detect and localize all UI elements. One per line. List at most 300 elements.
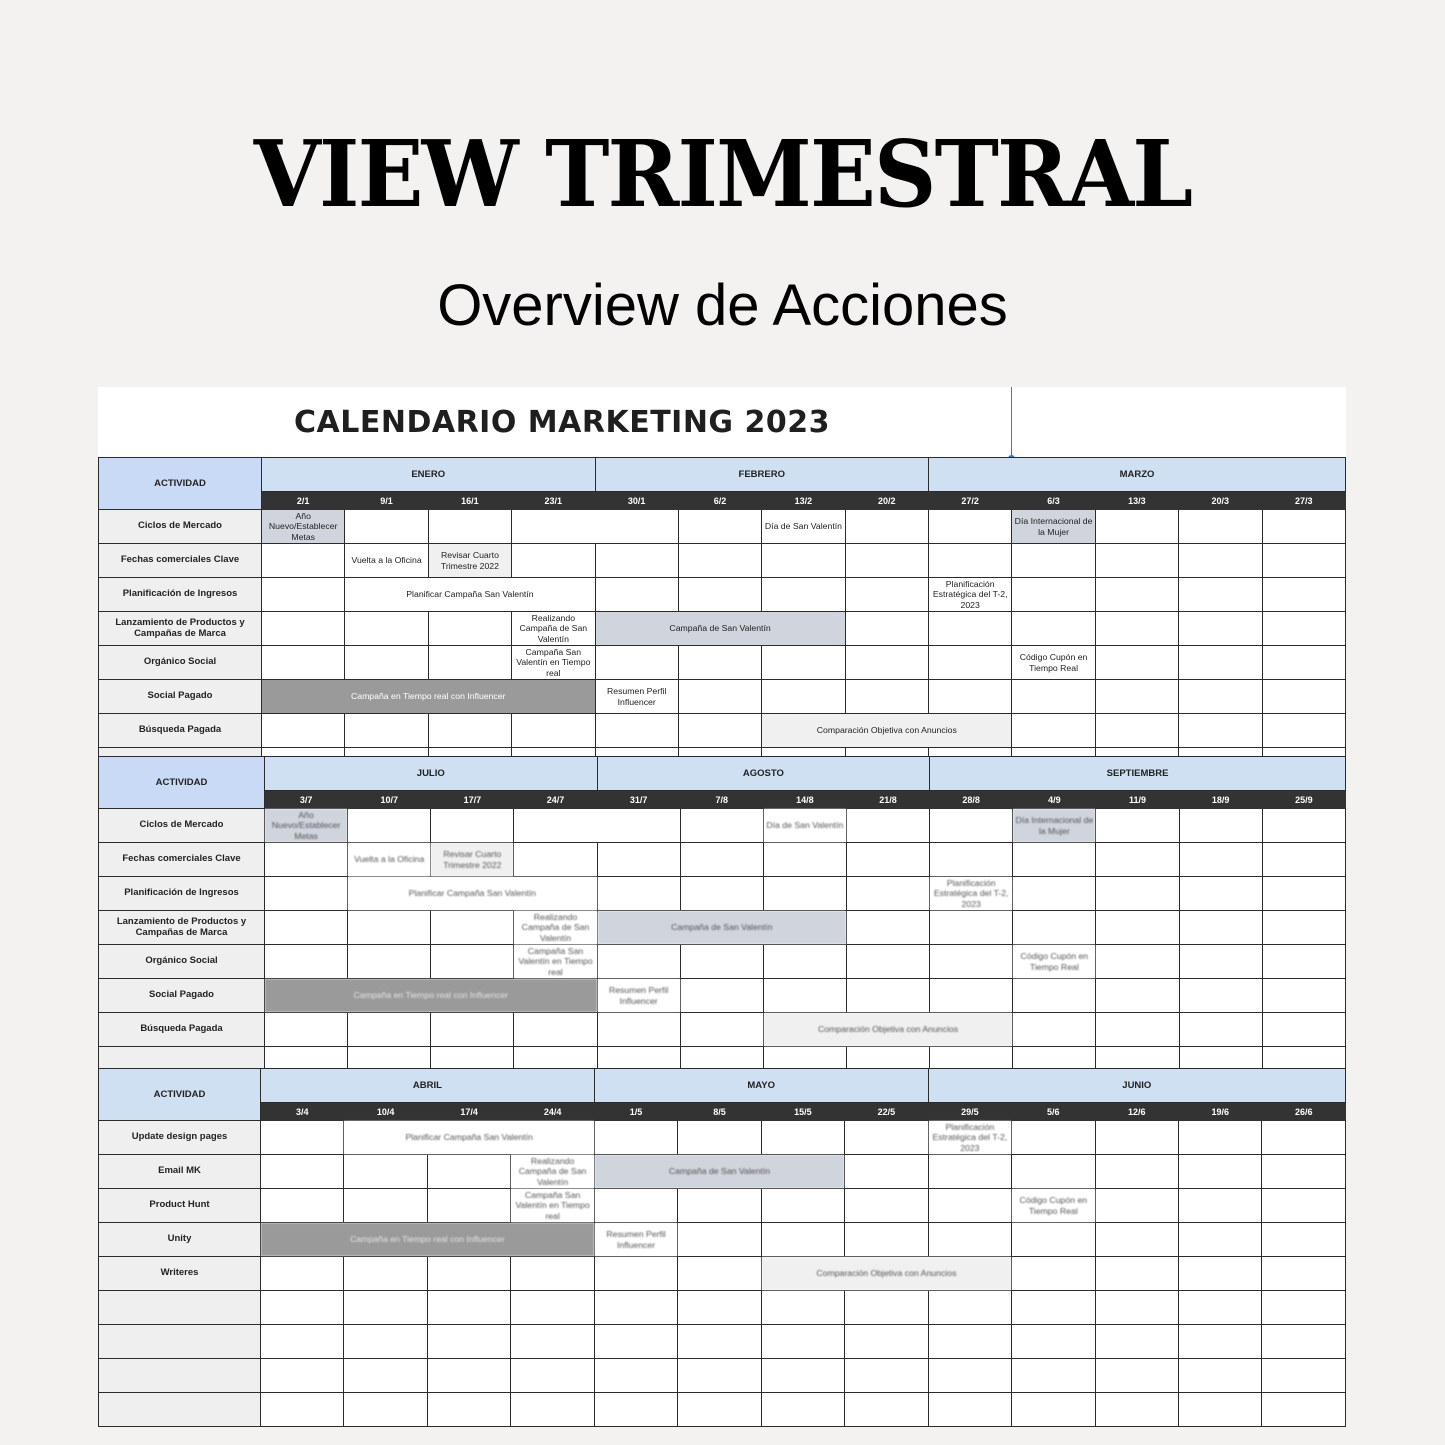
grid-cell[interactable] [594,1257,677,1291]
grid-cell[interactable] [678,1121,761,1155]
grid-cell[interactable] [761,1291,844,1325]
grid-cell[interactable] [595,544,678,578]
grid-cell[interactable] [431,1013,514,1047]
event-cell[interactable]: Revisar Cuarto Trimestre 2022 [431,843,514,877]
grid-cell[interactable] [761,1189,844,1223]
grid-cell[interactable] [1012,612,1095,646]
event-cell[interactable]: Día Internacional de la Mujer [1012,510,1095,544]
grid-cell[interactable] [511,1325,594,1359]
grid-cell[interactable] [344,1291,427,1325]
grid-cell[interactable] [427,1155,510,1189]
event-cell[interactable]: Campaña de San Valentín [594,1155,844,1189]
grid-cell[interactable] [763,877,846,911]
grid-cell[interactable] [1179,646,1262,680]
row-label[interactable] [99,1325,261,1359]
grid-cell[interactable] [761,1121,844,1155]
grid-cell[interactable] [1262,1359,1346,1393]
grid-cell[interactable] [1013,843,1096,877]
grid-cell[interactable] [431,809,514,843]
grid-cell[interactable] [1095,544,1178,578]
grid-cell[interactable] [1095,1359,1178,1393]
row-label[interactable]: Unity [99,1223,261,1257]
grid-cell[interactable] [1262,1155,1346,1189]
grid-cell[interactable] [427,1291,510,1325]
grid-cell[interactable] [427,1325,510,1359]
grid-cell[interactable] [845,680,928,714]
grid-cell[interactable] [1262,843,1345,877]
grid-cell[interactable] [511,1257,594,1291]
grid-cell[interactable] [262,646,345,680]
grid-cell[interactable] [763,979,846,1013]
grid-cell[interactable] [1095,1155,1178,1189]
grid-cell[interactable] [1095,1325,1178,1359]
grid-cell[interactable] [1262,1325,1346,1359]
grid-cell[interactable] [1262,1393,1346,1427]
grid-cell[interactable] [1178,1257,1261,1291]
grid-cell[interactable] [928,1189,1011,1223]
grid-cell[interactable] [1095,1121,1178,1155]
week-header: 20/3 [1179,492,1262,510]
grid-cell[interactable] [1013,1013,1096,1047]
grid-cell[interactable] [595,578,678,612]
grid-cell[interactable] [1179,809,1262,843]
grid-cell[interactable] [680,843,763,877]
grid-cell[interactable] [265,877,348,911]
grid-cell[interactable] [678,510,761,544]
grid-cell[interactable] [1179,714,1262,748]
grid-cell[interactable] [261,1393,344,1427]
grid-cell[interactable] [845,578,928,612]
activity-header: ACTIVIDAD [99,1069,261,1121]
grid-cell[interactable] [845,1291,928,1325]
grid-cell[interactable] [265,945,348,979]
grid-cell[interactable] [597,877,680,911]
month-header: AGOSTO [597,757,930,791]
grid-cell[interactable] [1262,809,1345,843]
grid-cell[interactable] [1262,714,1346,748]
month-header: SEPTIEMBRE [930,757,1346,791]
grid-cell[interactable] [1095,680,1178,714]
grid-cell[interactable] [511,1359,594,1393]
grid-cell[interactable] [678,578,761,612]
grid-cell[interactable] [1012,1257,1095,1291]
grid-cell[interactable] [928,1223,1011,1257]
grid-cell[interactable] [846,911,929,945]
grid-cell[interactable] [344,1325,427,1359]
grid-cell[interactable] [1095,510,1178,544]
grid-cell[interactable] [1178,1393,1261,1427]
grid-cell[interactable] [1095,1257,1178,1291]
grid-cell[interactable] [678,1223,761,1257]
grid-cell[interactable] [512,510,679,544]
grid-cell[interactable] [1095,1189,1178,1223]
grid-cell[interactable] [680,877,763,911]
event-cell[interactable]: Código Cupón en Tiempo Real [1012,1189,1095,1223]
grid-cell[interactable] [1178,1291,1261,1325]
grid-cell[interactable] [344,1393,427,1427]
grid-cell[interactable] [511,1393,594,1427]
row-label[interactable]: Fechas comerciales Clave [99,843,265,877]
grid-cell[interactable] [846,945,929,979]
event-cell[interactable]: Día de San Valentín [762,510,845,544]
grid-cell[interactable] [1178,1121,1261,1155]
grid-cell[interactable] [845,612,928,646]
grid-cell[interactable] [930,979,1013,1013]
grid-cell[interactable] [1179,945,1262,979]
month-header: ABRIL [261,1069,595,1103]
grid-cell[interactable] [427,1189,510,1223]
grid-cell[interactable] [1262,646,1346,680]
grid-cell[interactable] [344,1257,427,1291]
event-cell[interactable]: Realizando Campaña de San Valentín [514,911,597,945]
grid-cell[interactable] [845,1189,928,1223]
grid-cell[interactable] [1262,1121,1346,1155]
grid-cell[interactable] [1179,843,1262,877]
event-cell[interactable]: Planificación Estratégica del T-2, 2023 [930,877,1013,911]
grid-cell[interactable] [1012,1359,1095,1393]
grid-cell[interactable] [678,1325,761,1359]
row-label[interactable]: Product Hunt [99,1189,261,1223]
row-label[interactable] [99,1291,261,1325]
grid-cell[interactable] [929,544,1012,578]
grid-cell[interactable] [344,1155,427,1189]
grid-cell[interactable] [846,877,929,911]
grid-cell[interactable] [930,945,1013,979]
grid-cell[interactable] [1179,510,1262,544]
grid-cell[interactable] [761,1325,844,1359]
grid-cell[interactable] [845,544,928,578]
week-header: 23/1 [512,492,595,510]
row-label[interactable] [99,1359,261,1393]
event-cell[interactable]: Comparación Objetiva con Anuncios [762,714,1012,748]
event-cell[interactable]: Planificación Estratégica del T-2, 2023 [928,1121,1011,1155]
row-label[interactable]: Fechas comerciales Clave [99,544,262,578]
grid-cell[interactable] [1262,510,1346,544]
event-cell[interactable]: Planificar Campaña San Valentín [348,877,597,911]
grid-cell[interactable] [1262,578,1346,612]
grid-cell[interactable] [1013,877,1096,911]
grid-cell[interactable] [678,680,761,714]
grid-cell[interactable] [1096,945,1179,979]
grid-cell[interactable] [928,1359,1011,1393]
event-cell[interactable]: Año Nuevo/Establecer Metas [262,510,345,544]
grid-cell[interactable] [763,843,846,877]
grid-cell[interactable] [265,911,348,945]
grid-cell[interactable] [1262,911,1345,945]
grid-cell[interactable] [845,1359,928,1393]
row-label[interactable]: Ciclos de Mercado [99,809,265,843]
grid-cell[interactable] [930,911,1013,945]
grid-cell[interactable] [763,945,846,979]
grid-cell[interactable] [261,1257,344,1291]
grid-cell[interactable] [1262,1013,1345,1047]
grid-cell[interactable] [1096,1013,1179,1047]
grid-cell[interactable] [846,809,929,843]
grid-cell[interactable] [1262,612,1346,646]
grid-cell[interactable] [1012,1155,1095,1189]
grid-cell[interactable] [427,1393,510,1427]
event-cell[interactable]: Realizando Campaña de San Valentín [512,612,595,646]
grid-cell[interactable] [1012,1121,1095,1155]
grid-cell[interactable] [427,1257,510,1291]
row-label[interactable]: Lanzamiento de Productos y Campañas de Marca [99,612,262,646]
event-cell[interactable]: Campaña en Tiempo real con Influencer [262,680,596,714]
grid-cell[interactable] [678,1257,761,1291]
event-cell[interactable]: Campaña de San Valentín [595,612,845,646]
grid-cell[interactable] [428,612,511,646]
grid-cell[interactable] [845,1155,928,1189]
event-cell[interactable]: Código Cupón en Tiempo Real [1013,945,1096,979]
grid-cell[interactable] [1179,578,1262,612]
grid-cell[interactable] [762,578,845,612]
event-cell[interactable]: Vuelta a la Oficina [348,843,431,877]
grid-cell[interactable] [594,1359,677,1393]
grid-cell[interactable] [428,646,511,680]
grid-cell[interactable] [846,843,929,877]
row-label[interactable]: Planificación de Ingresos [99,877,265,911]
grid-cell[interactable] [1095,1291,1178,1325]
grid-cell[interactable] [1262,1257,1346,1291]
grid-cell[interactable] [1179,1013,1262,1047]
grid-cell[interactable] [597,1013,680,1047]
grid-cell[interactable] [1012,1393,1095,1427]
grid-cell[interactable] [594,1325,677,1359]
row-label[interactable]: Orgánico Social [99,945,265,979]
grid-cell[interactable] [929,646,1012,680]
grid-cell[interactable] [512,714,595,748]
event-cell[interactable]: Comparación Objetiva con Anuncios [763,1013,1012,1047]
grid-cell[interactable] [345,714,428,748]
row-label[interactable]: Social Pagado [99,979,265,1013]
grid-cell[interactable] [514,1013,597,1047]
event-cell[interactable]: Día Internacional de la Mujer [1013,809,1096,843]
grid-cell[interactable] [514,809,680,843]
grid-cell[interactable] [595,646,678,680]
grid-cell[interactable] [1178,1325,1261,1359]
event-cell[interactable]: Campaña San Valentín en Tiempo real [514,945,597,979]
row-label[interactable]: Lanzamiento de Productos y Campañas de Marca [99,911,265,945]
grid-cell[interactable] [1179,911,1262,945]
grid-cell[interactable] [1179,612,1262,646]
grid-cell[interactable] [344,1189,427,1223]
grid-cell[interactable] [1179,544,1262,578]
grid-cell[interactable] [261,1291,344,1325]
grid-cell[interactable] [262,714,345,748]
row-label[interactable]: Email MK [99,1155,261,1189]
grid-cell[interactable] [845,510,928,544]
event-cell[interactable]: Revisar Cuarto Trimestre 2022 [428,544,511,578]
grid-cell[interactable] [761,1359,844,1393]
event-cell[interactable]: Resumen Perfil Influencer [594,1223,677,1257]
grid-cell[interactable] [930,843,1013,877]
grid-cell[interactable] [846,979,929,1013]
grid-cell[interactable] [845,646,928,680]
grid-cell[interactable] [261,1189,344,1223]
grid-cell[interactable] [1178,1155,1261,1189]
grid-cell[interactable] [348,911,431,945]
grid-cell[interactable] [845,1223,928,1257]
grid-cell[interactable] [594,1291,677,1325]
grid-cell[interactable] [1262,1291,1346,1325]
grid-cell[interactable] [929,612,1012,646]
grid-cell[interactable] [928,1393,1011,1427]
grid-cell[interactable] [1013,979,1096,1013]
row-label[interactable]: Social Pagado [99,680,262,714]
grid-cell[interactable] [1096,979,1179,1013]
grid-cell[interactable] [1262,1189,1346,1223]
event-cell[interactable]: Año Nuevo/Establecer Metas [265,809,348,843]
event-cell[interactable]: Día de San Valentín [763,809,846,843]
grid-cell[interactable] [845,1393,928,1427]
grid-cell[interactable] [1012,544,1095,578]
row-label[interactable]: Ciclos de Mercado [99,510,262,544]
grid-cell[interactable] [762,646,845,680]
row-label[interactable]: Writeres [99,1257,261,1291]
grid-cell[interactable] [1179,680,1262,714]
grid-cell[interactable] [262,578,345,612]
grid-cell[interactable] [678,646,761,680]
grid-cell[interactable] [1013,911,1096,945]
grid-cell[interactable] [1179,979,1262,1013]
grid-cell[interactable] [845,1121,928,1155]
grid-cell[interactable] [1178,1189,1261,1223]
row-label[interactable]: Orgánico Social [99,646,262,680]
grid-cell[interactable] [261,1121,344,1155]
grid-cell[interactable] [262,544,345,578]
grid-cell[interactable] [1095,612,1178,646]
grid-cell[interactable] [261,1325,344,1359]
grid-cell[interactable] [928,1291,1011,1325]
grid-cell[interactable] [344,1359,427,1393]
grid-cell[interactable] [845,1325,928,1359]
grid-cell[interactable] [594,1393,677,1427]
grid-cell[interactable] [1012,714,1095,748]
grid-cell[interactable] [1096,911,1179,945]
grid-cell[interactable] [1095,646,1178,680]
grid-cell[interactable] [680,1013,763,1047]
grid-cell[interactable] [348,945,431,979]
grid-cell[interactable] [761,1223,844,1257]
grid-cell[interactable] [762,544,845,578]
grid-cell[interactable] [678,1189,761,1223]
event-cell[interactable]: Campaña en Tiempo real con Influencer [261,1223,595,1257]
grid-cell[interactable] [345,510,428,544]
grid-cell[interactable] [1012,1291,1095,1325]
grid-cell[interactable] [431,945,514,979]
event-cell[interactable]: Resumen Perfil Influencer [595,680,678,714]
grid-cell[interactable] [1178,1223,1261,1257]
grid-cell[interactable] [1178,1359,1261,1393]
grid-cell[interactable] [595,714,678,748]
grid-cell[interactable] [680,979,763,1013]
grid-cell[interactable] [261,1155,344,1189]
grid-cell[interactable] [1179,877,1262,911]
grid-cell[interactable] [1262,544,1346,578]
grid-cell[interactable] [678,714,761,748]
grid-cell[interactable] [1012,578,1095,612]
grid-cell[interactable] [680,809,763,843]
grid-cell[interactable] [428,510,511,544]
grid-cell[interactable] [1096,843,1179,877]
grid-cell[interactable] [431,911,514,945]
grid-cell[interactable] [762,680,845,714]
event-cell[interactable]: Campaña en Tiempo real con Influencer [265,979,598,1013]
grid-cell[interactable] [512,544,595,578]
grid-cell[interactable] [761,1393,844,1427]
grid-cell[interactable] [348,809,431,843]
grid-cell[interactable] [680,945,763,979]
grid-cell[interactable] [1262,945,1345,979]
grid-cell[interactable] [1096,809,1179,843]
event-cell[interactable]: Planificar Campaña San Valentín [344,1121,594,1155]
event-cell[interactable]: Campaña de San Valentín [597,911,846,945]
row-label[interactable]: Update design pages [99,1121,261,1155]
row-label[interactable]: Búsqueda Pagada [99,714,262,748]
grid-cell[interactable] [345,646,428,680]
event-cell[interactable]: Planificar Campaña San Valentín [345,578,595,612]
selection-cursor[interactable] [1011,387,1012,459]
grid-cell[interactable] [1095,1393,1178,1427]
event-cell[interactable]: Código Cupón en Tiempo Real [1012,646,1095,680]
event-cell[interactable]: Realizando Campaña de San Valentín [511,1155,594,1189]
grid-cell[interactable] [1095,1223,1178,1257]
grid-cell[interactable] [929,680,1012,714]
grid-cell[interactable] [928,1325,1011,1359]
event-cell[interactable]: Planificación Estratégica del T-2, 2023 [929,578,1012,612]
event-cell[interactable]: Campaña San Valentín en Tiempo real [511,1189,594,1223]
grid-cell[interactable] [597,945,680,979]
grid-cell[interactable] [1095,578,1178,612]
grid-cell[interactable] [345,612,428,646]
grid-cell[interactable] [348,1013,431,1047]
row-label[interactable]: Planificación de Ingresos [99,578,262,612]
grid-cell[interactable] [1095,714,1178,748]
row-label[interactable]: Búsqueda Pagada [99,1013,265,1047]
event-cell[interactable]: Resumen Perfil Influencer [597,979,680,1013]
grid-cell[interactable] [928,1155,1011,1189]
grid-cell[interactable] [1012,1223,1095,1257]
grid-cell[interactable] [265,843,348,877]
grid-cell[interactable] [1262,877,1345,911]
event-cell[interactable]: Vuelta a la Oficina [345,544,428,578]
grid-cell[interactable] [597,843,680,877]
event-cell[interactable]: Comparación Objetiva con Anuncios [761,1257,1011,1291]
grid-cell[interactable] [262,612,345,646]
grid-cell[interactable] [1096,877,1179,911]
row-label[interactable] [99,1393,261,1427]
grid-cell[interactable] [1262,1223,1346,1257]
grid-cell[interactable] [261,1359,344,1393]
grid-cell[interactable] [1262,680,1346,714]
event-cell[interactable]: Campaña San Valentín en Tiempo real [512,646,595,680]
grid-cell[interactable] [265,1013,348,1047]
grid-cell[interactable] [678,1359,761,1393]
grid-cell[interactable] [428,714,511,748]
grid-cell[interactable] [1262,979,1345,1013]
grid-cell[interactable] [1012,680,1095,714]
grid-cell[interactable] [678,1291,761,1325]
grid-cell[interactable] [514,843,597,877]
grid-cell[interactable] [511,1291,594,1325]
grid-cell[interactable] [1012,1325,1095,1359]
grid-cell[interactable] [427,1359,510,1393]
grid-cell[interactable] [929,510,1012,544]
grid-cell[interactable] [930,809,1013,843]
grid-cell[interactable] [594,1121,677,1155]
grid-cell[interactable] [678,544,761,578]
grid-cell[interactable] [678,1393,761,1427]
grid-cell[interactable] [594,1189,677,1223]
